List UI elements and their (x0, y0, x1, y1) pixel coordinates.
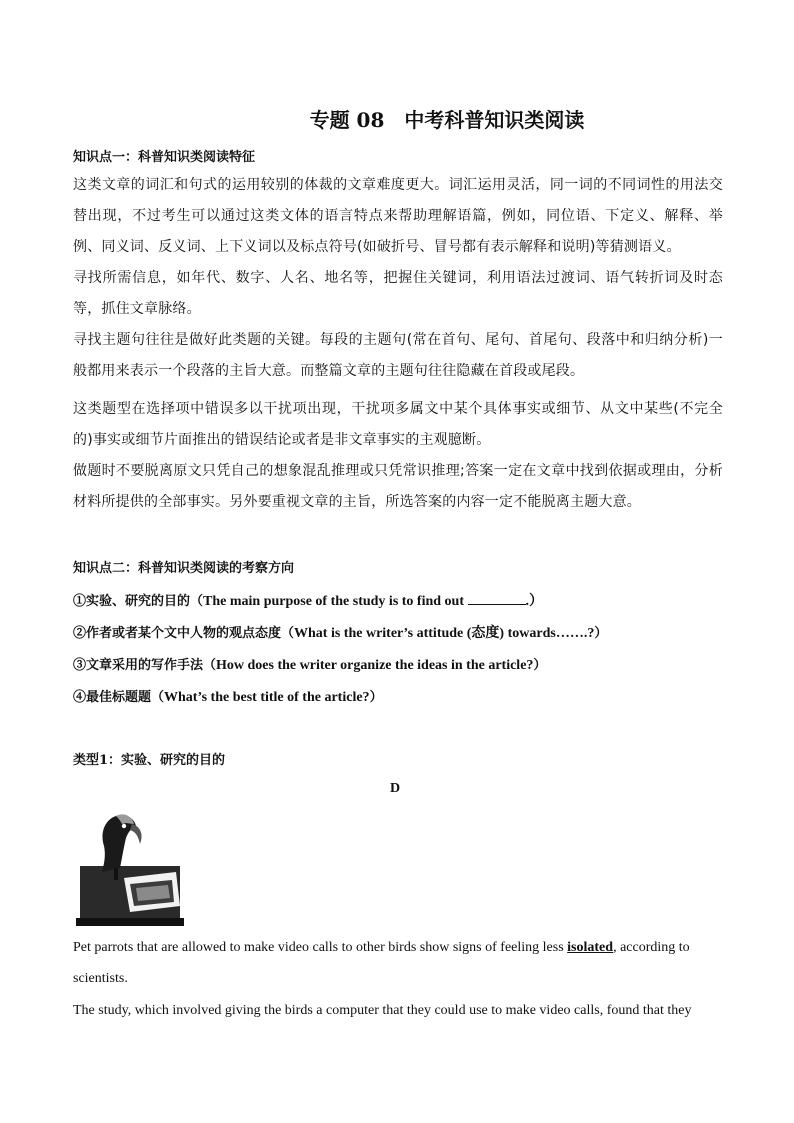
section1-paragraph-2: 寻找所需信息，如年代、数字、人名、地名等，把握住关键词，利用语法过渡词、语气转折词及时态等，抓住文章脉络。 (73, 270, 723, 317)
passage-paragraph-2: The study, which involved giving the birds a computer that they could use to make video calls, found that they (73, 1003, 692, 1018)
direction-item-en: How does the writer organize the ideas in the article? (216, 658, 534, 673)
section1-paragraph-4: 这类题型在选择项中错误多以干扰项出现，干扰项多属文中某个具体事实或细节、从文中某些(不完全的)事实或细节片面推出的错误结论或者是非文章事实的主观臆断。 (73, 401, 723, 448)
direction-item-3 (73, 654, 546, 674)
direction-item-zh: ①实验、研究的目的（ (73, 594, 204, 609)
direction-item-1 (73, 590, 543, 610)
direction-item-en: What is the writer’s attitude (态度) towards…….? (294, 626, 595, 641)
direction-item-zh: ③文章采用的写作手法（ (73, 658, 217, 673)
direction-item-en: The main purpose of the study is to find out (203, 594, 468, 609)
section1-paragraph-5: 做题时不要脱离原文只凭自己的想象混乱推理或只凭常识推理;答案一定在文章中找到依据或理由，分析材料所提供的全部事实。另外要重视文章的主旨，所选答案的内容一定不能脱离主题大意。 (73, 463, 723, 510)
answer-blank (468, 592, 526, 605)
direction-item-en: What’s the best title of the article? (164, 690, 370, 705)
direction-item-tail: ） (369, 690, 383, 705)
direction-item-zh: ②作者或者某个文中人物的观点态度（ (73, 626, 295, 641)
direction-item-zh: ④最佳标题题（ (73, 690, 165, 705)
passage-text: , according to scientists. (73, 940, 690, 986)
page-title: 专题 08 中考科普知识类阅读 (309, 108, 585, 132)
passage-text: Pet parrots that are allowed to make video calls to other birds show signs of feeling less (73, 940, 568, 955)
type1-heading: 类型1：实验、研究的目的 (73, 753, 226, 768)
direction-item-tail: ） (594, 626, 608, 641)
key-word: isolated (567, 940, 614, 955)
direction-item-2 (73, 622, 607, 642)
passage-paragraph-1 (73, 932, 723, 994)
parrot-photo (74, 806, 186, 928)
section2-heading: 知识点二：科普知识类阅读的考察方向 (73, 561, 295, 576)
passage-letter: D (390, 781, 401, 796)
direction-item-tail: ） (533, 658, 547, 673)
section1-heading: 知识点一：科普知识类阅读特征 (73, 150, 256, 165)
direction-item-tail: .） (525, 594, 544, 609)
section1-paragraph-3: 寻找主题句往往是做好此类题的关键。每段的主题句(常在首句、尾句、首尾句、段落中和归纳分析)一般都用来表示一个段落的主旨大意。而整篇文章的主题句往往隐藏在首段或尾段。 (73, 332, 723, 379)
section1-paragraph-1: 这类文章的词汇和句式的运用较别的体裁的文章难度更大。词汇运用灵活，同一词的不同词性的用法交替出现，不过考生可以通过这类文体的语言特点来帮助理解语篇，例如，同位语、下定义、解释、举例、同义词、反义词、上下义词以及标点符号(如破折号、冒号都有表示解释和说明)等猜测语义。 (73, 177, 723, 255)
direction-item-4 (73, 686, 383, 706)
